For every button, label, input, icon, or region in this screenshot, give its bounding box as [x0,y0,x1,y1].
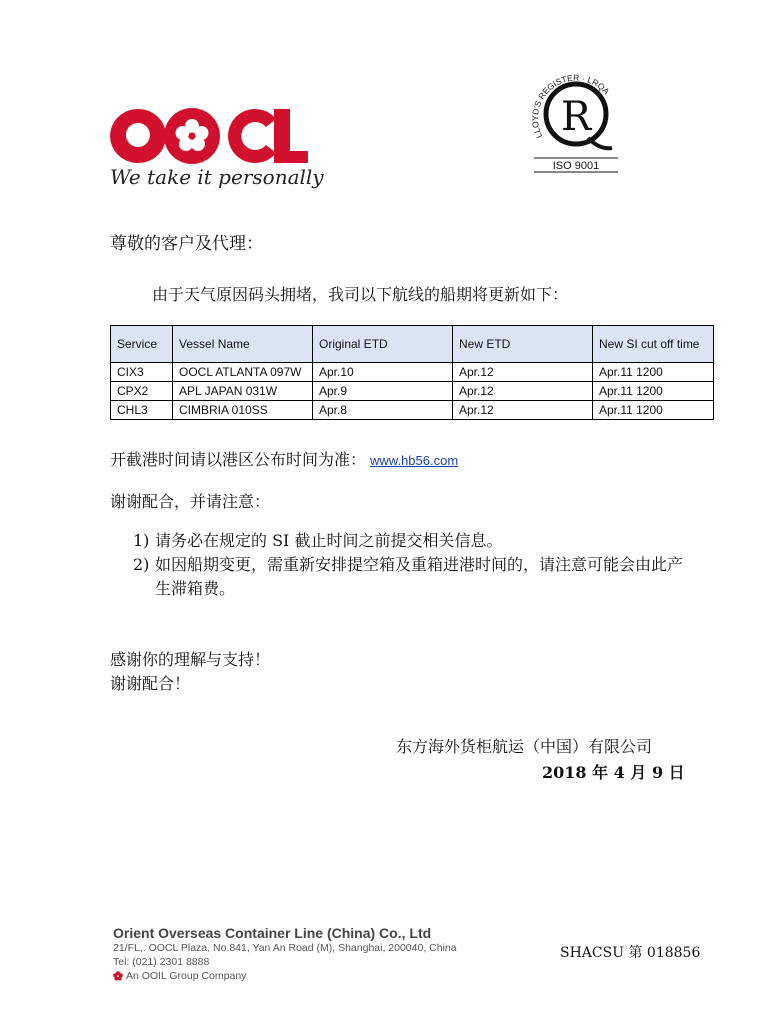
cell-si-cutoff: Apr.11 1200 [593,382,714,401]
col-vessel-name: Vessel Name [173,326,313,363]
intro-paragraph: 由于天气原因码头拥堵，我司以下航线的船期将更新如下： [152,285,569,304]
plum-flower-icon [113,971,123,981]
cell-service: CHL3 [111,401,173,420]
cell-service: CIX3 [111,363,173,382]
cutoff-notice-text: 开截港时间请以港区公布时间为准： [110,450,367,469]
list-item [133,553,695,601]
list-item-number: 2) [133,555,150,574]
cell-new-etd: Apr.12 [453,363,593,382]
footer-company-name: Orient Overseas Container Line (China) Co., Ltd [113,925,432,941]
lrqa-iso-seal [530,58,622,174]
col-new-etd: New ETD [453,326,593,363]
table-row [111,382,714,401]
table-row [111,401,714,420]
thanks-again: 谢谢配合！ [110,674,191,693]
cutoff-notice [110,448,458,473]
cell-vessel: CIMBRIA 010SS [173,401,313,420]
schedule-table [110,325,714,420]
footer-group [113,969,457,983]
col-original-etd: Original ETD [313,326,453,363]
cell-si-cutoff: Apr.11 1200 [593,363,714,382]
logo-tagline: We take it personally [110,165,324,189]
list-item-text: 如因船期变更，需重新安排提空箱及重箱进港时间的，请注意可能会由此产生滞箱费。 [155,555,684,598]
cell-vessel: APL JAPAN 031W [173,382,313,401]
list-item [133,529,695,553]
footer-group-text: An OOIL Group Company [126,970,247,982]
svg-text:R: R [560,94,592,140]
thanks-cooperation-note: 谢谢配合，并请注意： [110,492,271,511]
cell-original-etd: Apr.8 [313,401,453,420]
letter-date: 2018 年 4 月 9 日 [542,763,685,782]
oocl-logo [108,105,308,167]
col-service: Service [111,326,173,363]
cell-original-etd: Apr.9 [313,382,453,401]
company-signature: 东方海外货柜航运（中国）有限公司 [396,737,653,756]
footer-address: 21/FL,. OOCL Plaza, No.841, Yan An Road (M), Shanghai, 200040, China [113,942,457,954]
cell-vessel: OOCL ATLANTA 097W [173,363,313,382]
footer-letterhead [113,925,457,983]
notes-list [133,529,695,601]
cell-service: CPX2 [111,382,173,401]
cell-new-etd: Apr.12 [453,382,593,401]
svg-text:LLOYD'S REGISTER · LRQA: LLOYD'S REGISTER · LRQA [530,72,612,140]
cell-original-etd: Apr.10 [313,363,453,382]
col-new-si-cutoff: New SI cut off time [593,326,714,363]
table-row [111,363,714,382]
cell-new-etd: Apr.12 [453,401,593,420]
svg-text:ISO 9001: ISO 9001 [552,160,600,172]
list-item-number: 1) [133,531,150,550]
hb56-link[interactable]: www.hb56.com [370,453,459,468]
cell-si-cutoff: Apr.11 1200 [593,401,714,420]
thanks-support: 感谢你的理解与支持！ [110,650,271,669]
salutation: 尊敬的客户及代理： [110,234,263,254]
list-item-text: 请务必在规定的 SI 截止时间之前提交相关信息。 [155,531,503,550]
document-serial-number: SHACSU 第 018856 [560,945,701,961]
footer-tel: Tel: (021) 2301 8888 [113,956,210,968]
table-header-row [111,326,714,363]
